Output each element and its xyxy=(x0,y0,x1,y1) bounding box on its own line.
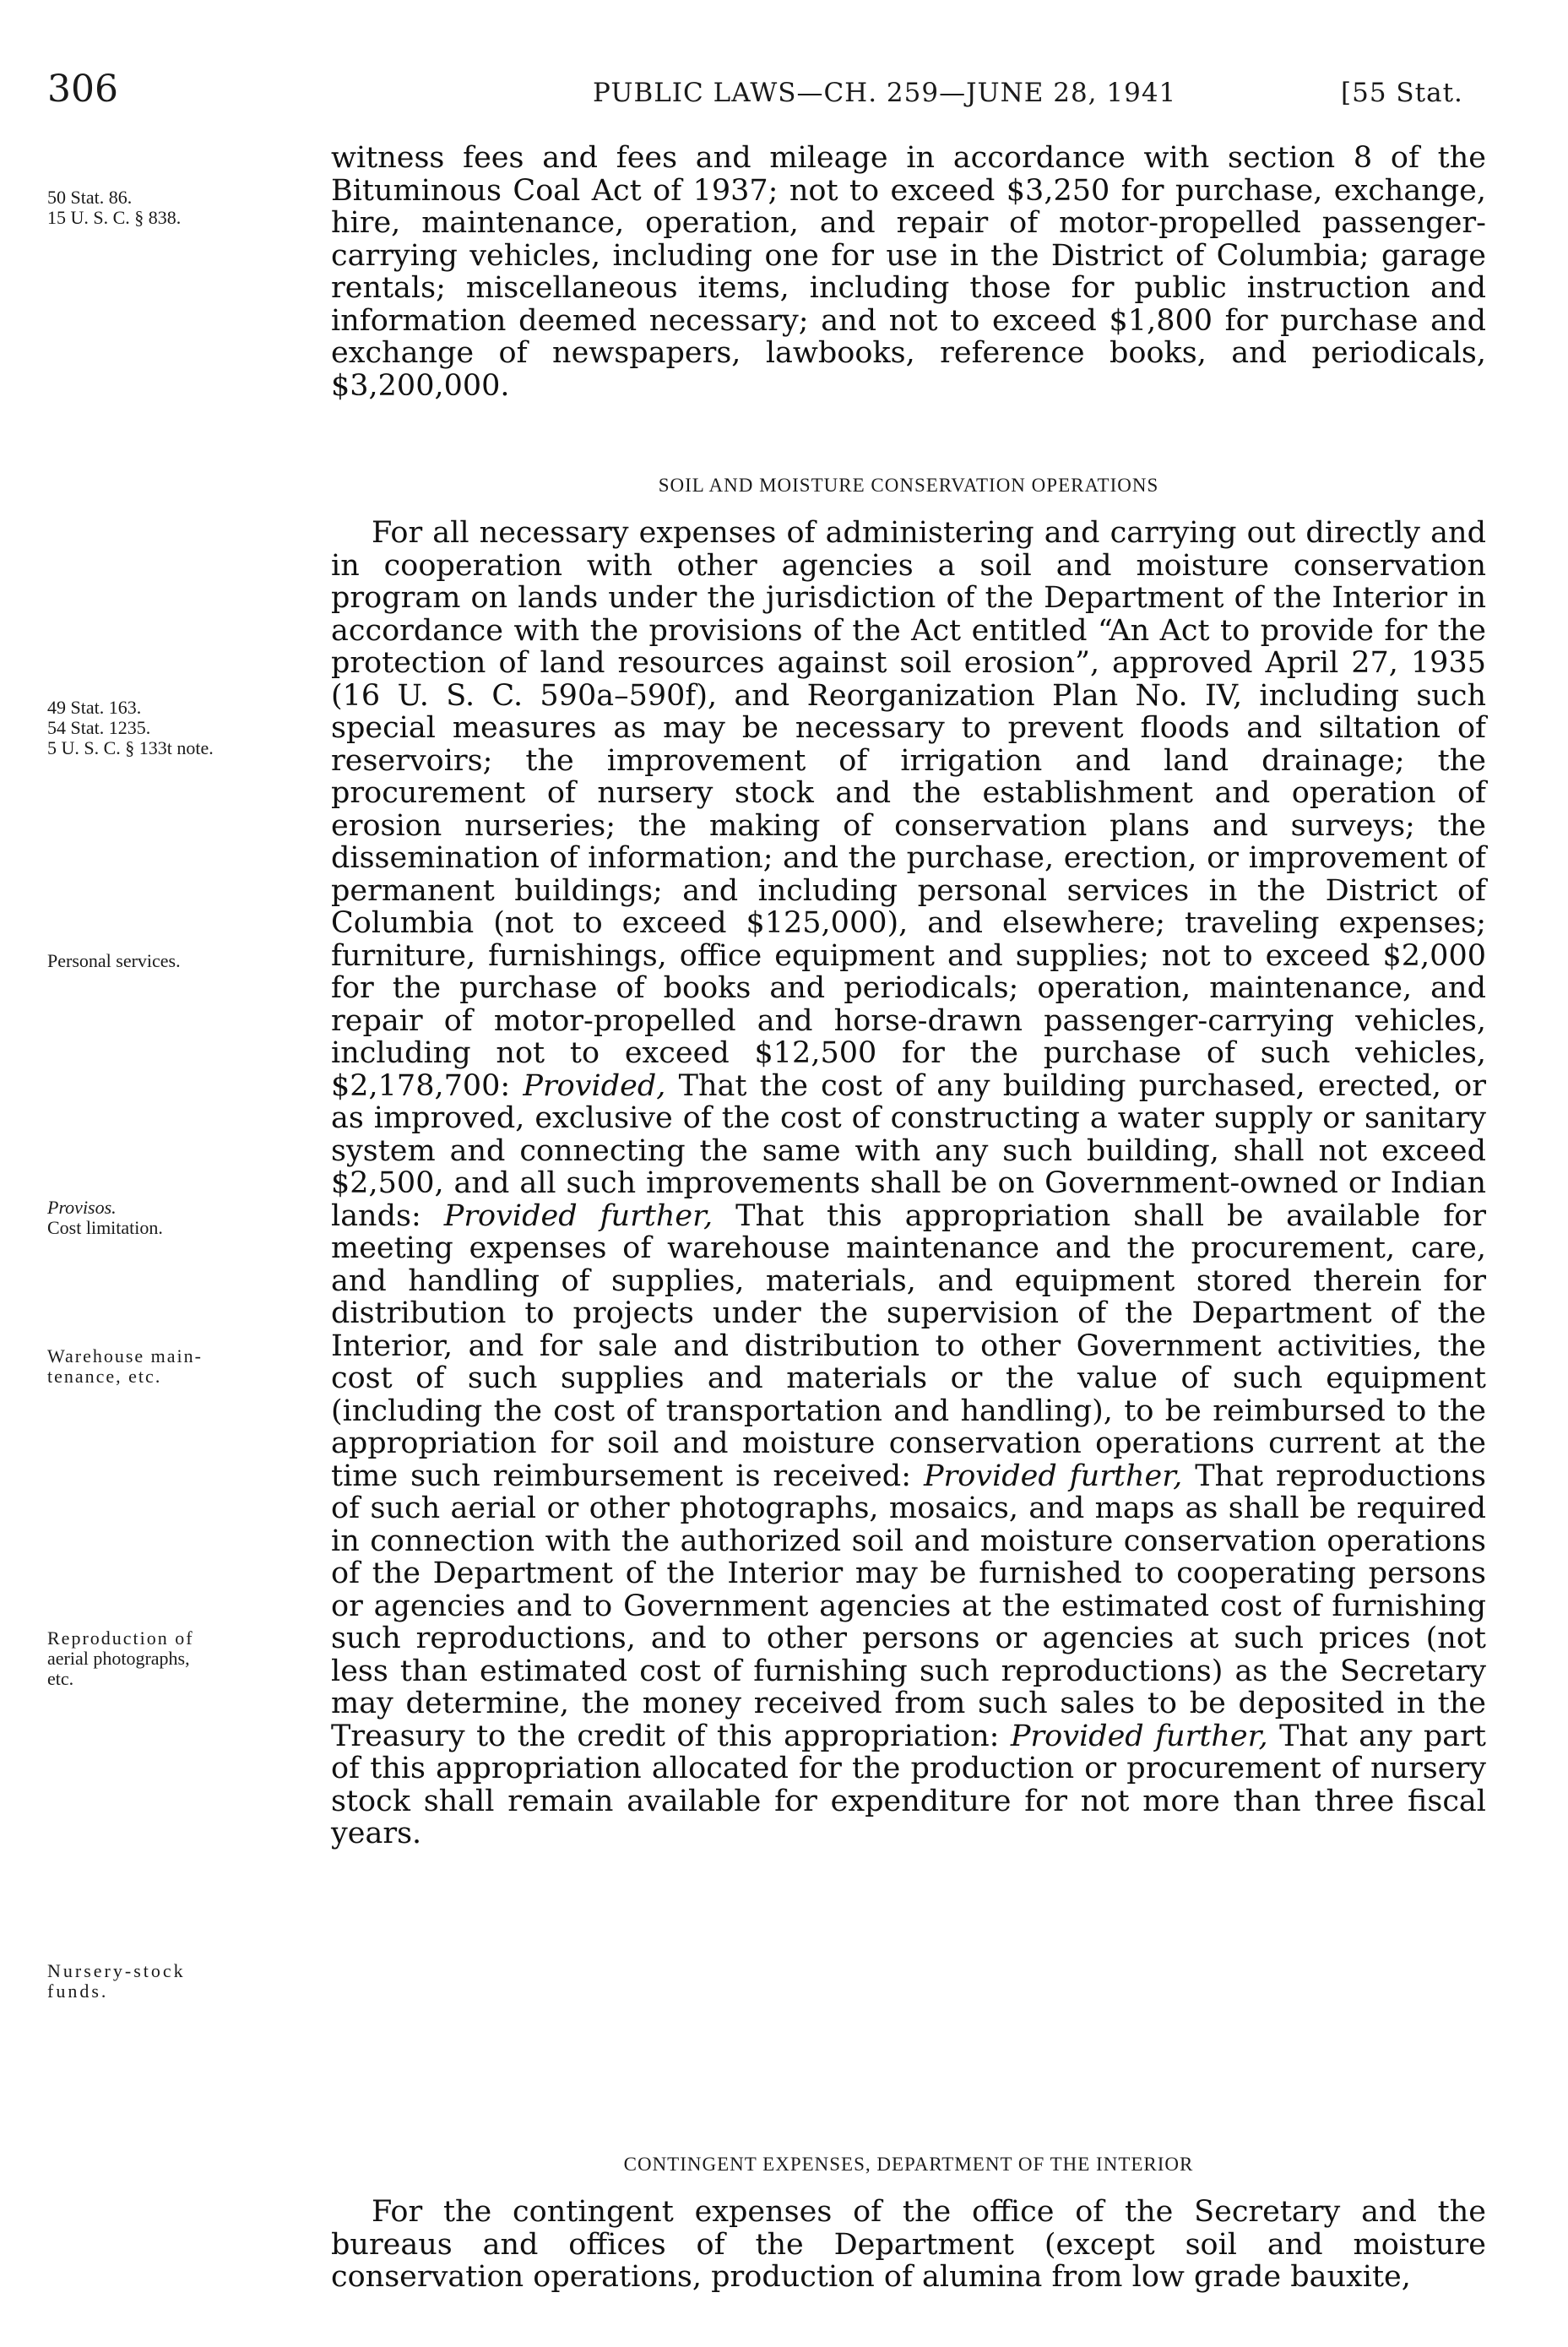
section-heading-soil-moisture: SOIL AND MOISTURE CONSERVATION OPERATIONS xyxy=(658,475,1159,496)
paragraph-continuation: witness fees and fees and mileage in accordance with section 8 of the Bituminous Coal Act of 1937; not to exceed $3,250 for purchase, exchange, hire, maintenance, operation, and repair of motor-propelled passenger-carrying vehicles, including one for use in the District of Columbia; garage rentals; miscellaneous items, including those for public instruction and information deemed necessary; and not to exceed $1,800 for purchase and exchange of newspapers, lawbooks, reference books, and periodicals, $3,200,000. xyxy=(331,141,1486,403)
section-heading-contingent-expenses: CONTINGENT EXPENSES, DEPARTMENT OF THE INTERIOR xyxy=(623,2154,1194,2175)
running-title: PUBLIC LAWS—CH. 259—JUNE 28, 1941 xyxy=(593,78,1177,108)
paragraph-contingent-expenses: For the contingent expenses of the office of the Secretary and the bureaus and offices of the Department (except soil and moisture conservation operations, production of alumina from low grade bauxite, xyxy=(331,2195,1486,2294)
margin-note-provisos: Provisos. Cost limitation. xyxy=(47,1197,163,1238)
margin-note-citation-1: 50 Stat. 86. 15 U. S. C. § 838. xyxy=(47,187,182,228)
margin-note-personal-services: Personal services. xyxy=(47,950,181,971)
statute-reference: [55 Stat. xyxy=(1341,78,1463,108)
margin-note-nursery-stock: Nursery-stock funds. xyxy=(47,1960,186,2002)
paragraph-soil-moisture: For all necessary expenses of administering and carrying out directly and in cooperation with other agencies a soil and moisture conservation program on lands under the jurisdiction of the Department of the Interior in accordance with the provisions of the Act entitled “An Act to provide for the protection of land resources against soil erosion”, approved April 27, 1935 (16 U. S. C. 590a–590f), and Reorganization Plan No. IV, including such special measures as may be necessary to prevent floods and siltation of reservoirs; the improvement of irrigation and land drainage; the procurement of nursery stock and the establishment and operation of erosion nurseries; the making of conservation plans and surveys; the dissemination of information; and the purchase, erection, or improvement of permanent buildings; and including personal services in the District of Columbia (not to exceed $125,000), and elsewhere; traveling expenses; furniture, furnishings, office equipment and supplies; not to exceed $2,000 for the purchase of books and periodicals; operation, maintenance, and repair of motor-propelled and horse-drawn passenger-carrying vehicles, including not to exceed $12,500 for the purchase of such vehicles, $2,178,700: Provided, That the cost of any building purchased, erected, or as improved, exclusive of the cost of constructing a water supply or sanitary system and connecting the same with any such building, shall not exceed $2,500, and all such improvements shall be on Government-owned or Indian lands: Provided further, That this appropriation shall be available for meeting expenses of warehouse maintenance and the procurement, care, and handling of supplies, materials, and equipment stored therein for distribution to projects under the supervision of the Department of the Interior, and for sale and distribution to other Government activities, the cost of such supplies and materials or the value of such equipment (including the cost of transportation and handling), to be reimbursed to the appropriation for soil and moisture conservation operations current at the time such reimbursement is received: Provided further, That reproductions of such aerial or other photographs, mosaics, and maps as shall be required in connection with the authorized soil and moisture conservation operations of the Department of the Interior may be furnished to cooperating persons or agencies and to Government agencies at the estimated cost of furnishing such reproductions, and to other persons or agencies at such prices (not less than estimated cost of furnishing such reproductions) as the Secretary may determine, the money received from such sales to be deposited in the Treasury to the credit of this appropriation: Provided further, That any part of this appropriation allocated for the production or procurement of nursery stock shall remain available for expenditure for not more than three fiscal years. xyxy=(331,516,1486,1850)
margin-note-citation-2: 49 Stat. 163. 54 Stat. 1235. 5 U. S. C. § 133t note. xyxy=(47,697,214,758)
margin-note-reproduction: Reproduction of aerial photographs, etc. xyxy=(47,1627,194,1689)
page-number: 306 xyxy=(47,68,118,111)
margin-note-warehouse: Warehouse main- tenance, etc. xyxy=(47,1345,203,1387)
